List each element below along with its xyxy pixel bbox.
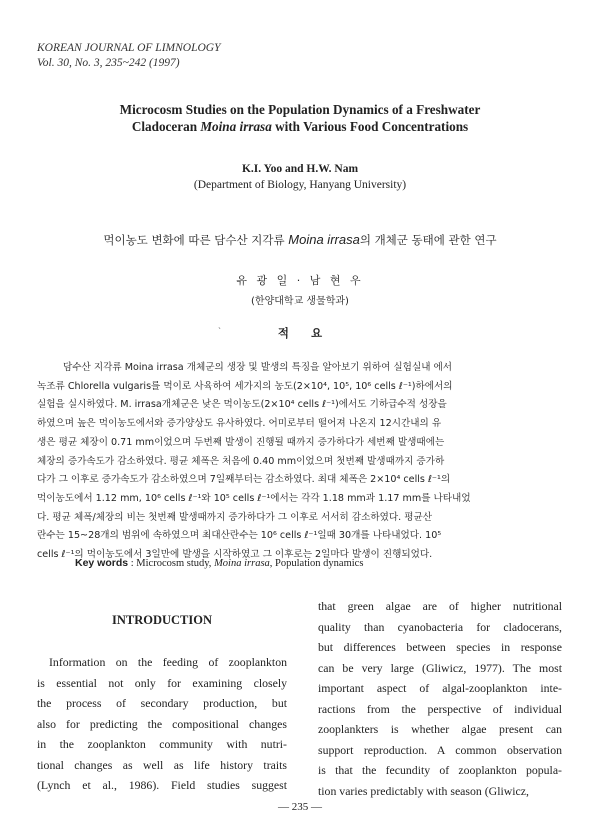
text-line: in the zooplankton community with nutri- [37, 737, 287, 751]
korean-title-post: 의 개체군 동태에 관한 연구 [359, 233, 497, 247]
text-line: that green algae are of higher nutritional [318, 599, 562, 613]
korean-title-pre: 먹이농도 변화에 따른 담수산 지각류 [103, 233, 289, 247]
abstract-line: 다. 평균 체폭/체장의 비는 첫번째 발생때까지 증가하다가 그 이후로 서서히 감소하였다. 평균산 [37, 511, 433, 523]
text-line: tion varies predictably with season (Gliwicz, [318, 783, 529, 798]
abstract-line: 담수산 지각류 Moina irrasa 개체군의 생장 및 발생의 특징을 알아보기 위하여 실험실내 에서 [63, 362, 453, 373]
korean-affiliation: (한양대학교 생물학과) [251, 296, 349, 307]
title-line-1: Microcosm Studies on the Population Dynamics of a Freshwater [119, 102, 481, 117]
title-line-2-pre: Cladoceran [131, 119, 201, 134]
title-species: Moina irrasa [200, 119, 272, 134]
abstract-line: 하였으며 높은 먹이농도에서와 증가양상도 유사하였다. 어미로부터 떨어져 나온지 12시간내의 유 [37, 418, 442, 430]
journal-name: KOREAN JOURNAL OF LIMNOLOGY [37, 42, 221, 54]
text-line: tional changes as well as life history traits [37, 757, 287, 772]
text-line: also for predicting the compositional changes [37, 716, 287, 731]
keywords-pre: Microcosm study, [136, 558, 215, 569]
paper-title [0, 101, 600, 135]
introduction-heading: INTRODUCTION [111, 613, 212, 627]
title-line-2-post: with Various Food Concentrations [271, 119, 469, 134]
text-line: Information on the feeding of zooplankton [49, 655, 287, 669]
abstract-heading: 적 요 [277, 326, 323, 340]
abstract-line: 체장의 증가속도가 감소하였다. 평균 체폭은 처음에 0.40 mm이었으며 첫번째 발생때까지 증가하 [37, 455, 445, 467]
text-line: important aspect of algal-zooplankton inte- [318, 681, 562, 695]
text-line: (Lynch et al., 1986). Field studies suggest [37, 778, 287, 792]
journal-header [37, 41, 220, 71]
abstract-line: 생은 평균 체장이 0.71 mm이었으며 두번째 발생이 진행될 때까지 증가하다가 세번째 발생때에는 [37, 436, 445, 448]
korean-authors: 유 광 일 · 남 현 우 [236, 274, 364, 287]
title-line-2 [0, 118, 600, 135]
abstract-line: 먹이농도에서 1.12 mm, 10⁶ cells ℓ⁻¹와 10⁵ cells ℓ⁻¹에서는 각각 1.18 mm과 1.17 mm를 나타내었 [37, 492, 471, 504]
right-column-text [318, 596, 562, 801]
korean-title [0, 232, 600, 248]
korean-title-species: Moina irrasa [288, 232, 360, 247]
keywords-species: Moina irrasa [214, 558, 270, 569]
abstract-line: cells ℓ⁻¹의 먹이농도에서 3일만에 발생을 시작하였고 그 이후로는 2일마다 발생이 진행되었다. [37, 549, 433, 561]
tick-mark: ` [218, 326, 221, 336]
keywords-separator: : [128, 558, 137, 569]
keywords-post: , Population dynamics [269, 558, 364, 569]
keywords-label: Key words [75, 557, 129, 569]
text-line: zooplankters is whether algae present can [318, 722, 562, 736]
text-line: but differences between species in response [318, 640, 562, 654]
abstract-line: 다가 그 이후로 증가속도가 감소하였으며 7일째부터는 감소하였다. 최대 체폭은 2×10⁴ cells ℓ⁻¹의 [37, 474, 451, 486]
authors: K.I. Yoo and H.W. Nam [241, 163, 359, 175]
text-line: ractions from the perspective of individual [318, 701, 562, 716]
text-line: is essential not only for examining closely [37, 675, 287, 690]
text-line: the process of secondary production, but [37, 696, 287, 710]
text-line: support reproduction. A common observation [318, 742, 562, 757]
keywords [75, 557, 363, 569]
affiliation: (Department of Biology, Hanyang University) [193, 179, 407, 191]
abstract-line: 실험을 실시하였다. M. irrasa개체군은 낮은 먹이농도(2×10⁴ cells ℓ⁻¹)에서도 기하급수적 성장을 [37, 399, 447, 411]
text-line: quality than cyanobacteria for cladocerans, [318, 619, 562, 634]
journal-citation: Vol. 30, No. 3, 235~242 (1997) [37, 57, 180, 69]
page-number: — 235 — [278, 801, 322, 813]
text-line: can be very large (Gliwicz, 1977). The most [318, 660, 562, 675]
korean-abstract [37, 359, 557, 565]
text-line: is that the fecundity of zooplankton popula- [318, 763, 562, 777]
left-column-text [37, 652, 287, 796]
abstract-line: 란수는 15~28개의 범위에 속하였으며 최대산란수는 10⁶ cells ℓ⁻¹일때 30개를 나타내었다. 10⁵ [37, 530, 442, 542]
abstract-line: 녹조류 Chlorella vulgaris를 먹이로 사육하여 세가지의 농도(2×10⁴, 10⁵, 10⁶ cells ℓ⁻¹)하에서의 [37, 380, 453, 392]
